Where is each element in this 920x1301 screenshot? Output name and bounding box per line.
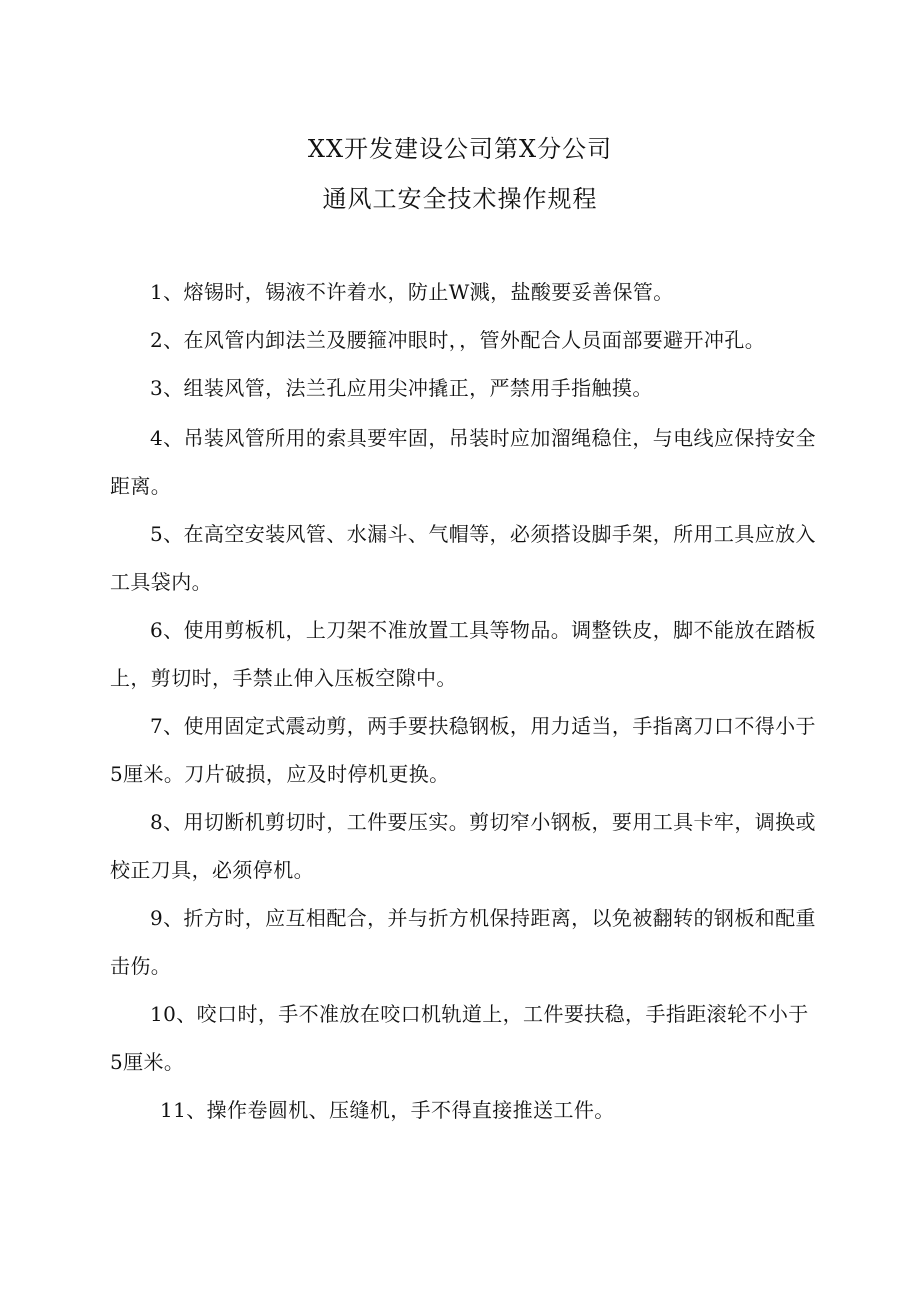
procedure-item-4: 4、吊装风管所用的索具要牢固，吊装时应加溜绳稳住，与电线应保持安全距离。: [110, 426, 816, 498]
procedure-item-3: 3、组装风管，法兰孔应用尖冲撬正，严禁用手指触摸。: [150, 376, 653, 400]
document-title-company: XX开发建设公司第X分公司: [307, 135, 613, 163]
procedure-item-1: 1、熔锡时，锡液不许着水，防止W溅，盐酸要妥善保管。: [150, 280, 674, 304]
procedure-item-6: 6、使用剪板机，上刀架不准放置工具等物品。调整铁皮，脚不能放在踏板上，剪切时，手禁止伸入压板空隙中。: [110, 618, 816, 690]
procedure-item-9: 9、折方时，应互相配合，并与折方机保持距离，以免被翻转的钢板和配重击伤。: [110, 906, 816, 978]
procedure-item-5: 5、在高空安装风管、水漏斗、气帽等，必须搭设脚手架，所用工具应放入工具袋内。: [110, 522, 816, 594]
procedure-item-11: 11、操作卷圆机、压缝机，手不得直接推送工件。: [160, 1098, 615, 1122]
document-title-procedure: 通风工安全技术操作规程: [322, 185, 598, 213]
procedure-item-2: 2、在风管内卸法兰及腰箍冲眼时，，管外配合人员面部要避开冲孔。: [150, 328, 766, 352]
procedure-item-8: 8、用切断机剪切时，工件要压实。剪切窄小钢板，要用工具卡牢，调换或校正刀具，必须停机。: [110, 810, 816, 882]
procedure-item-7: 7、使用固定式震动剪，两手要扶稳钢板，用力适当，手指离刀口不得小于5厘米。刀片破损，应及时停机更换。: [110, 714, 816, 786]
procedure-item-10: 10、咬口时，手不准放在咬口机轨道上，工件要扶稳，手指距滚轮不小于5厘米。: [110, 1002, 809, 1074]
